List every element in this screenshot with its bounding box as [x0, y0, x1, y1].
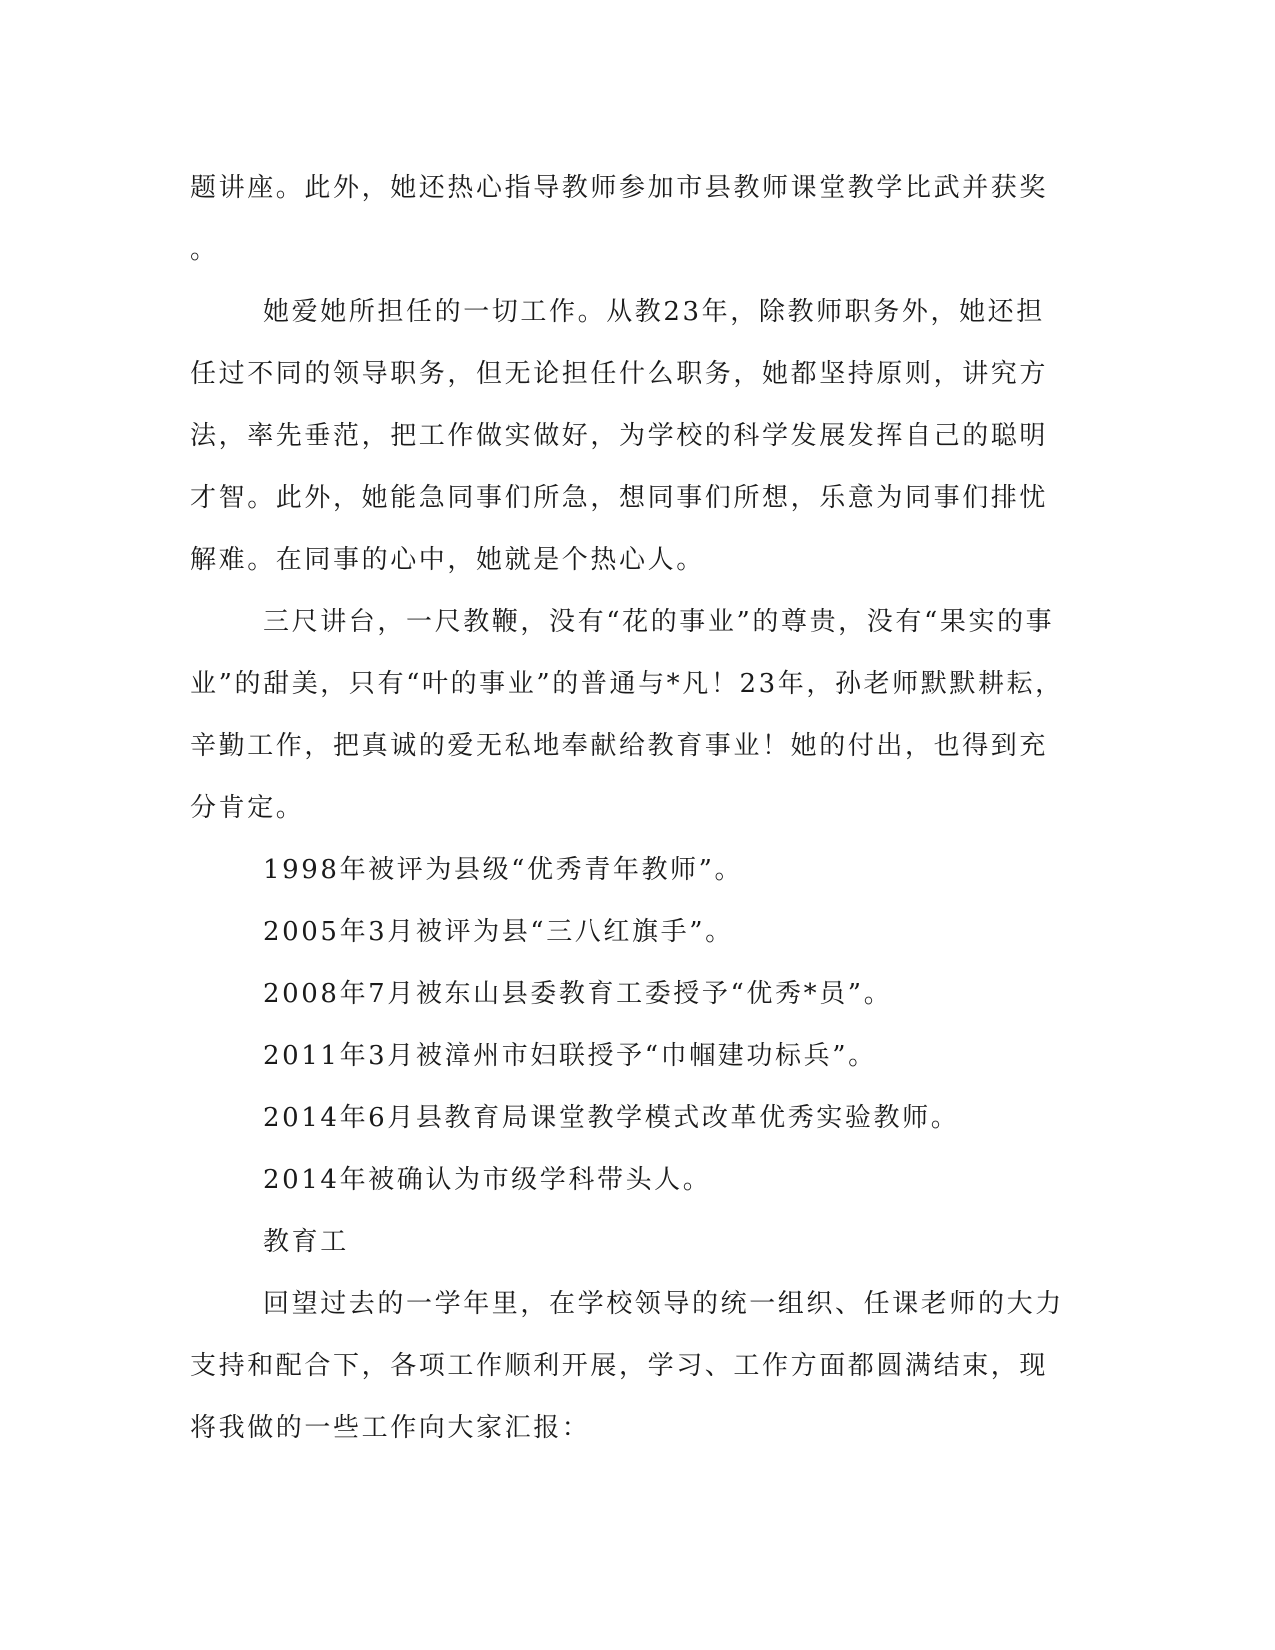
body-text-line: 。: [190, 235, 219, 265]
body-text-line: 才智。此外，她能急同事们所急，想同事们所想，乐意为同事们排忧: [190, 483, 1049, 513]
body-text-line: 三尺讲台，一尺教鞭，没有“花的事业”的尊贵，没有“果实的事: [263, 607, 1055, 637]
body-text-line: 法，率先垂范，把工作做实做好，为学校的科学发展发挥自己的聪明: [190, 421, 1049, 451]
body-text-line: 业”的甜美，只有“叶的事业”的普通与*凡！23年，孙老师默默耕耘，: [190, 669, 1064, 699]
body-text-line: 她爱她所担任的一切工作。从教23年，除教师职务外，她还担: [263, 297, 1045, 327]
body-text-line: 辛勤工作，把真诚的爱无私地奉献给教育事业！她的付出，也得到充: [190, 731, 1049, 761]
award-item: 2011年3月被漳州市妇联授予“巾帼建功标兵”。: [263, 1041, 877, 1071]
award-item: 2014年被确认为市级学科带头人。: [263, 1165, 712, 1195]
section-heading: 教育工: [263, 1227, 349, 1257]
award-item: 2008年7月被东山县委教育工委授予“优秀*员”。: [263, 979, 893, 1009]
document-body: [190, 157, 1095, 1459]
body-text-line: 支持和配合下，各项工作顺利开展，学习、工作方面都圆满结束，现: [190, 1351, 1049, 1381]
award-item: 1998年被评为县级“优秀青年教师”。: [263, 855, 744, 885]
award-item: 2014年6月县教育局课堂教学模式改革优秀实验教师。: [263, 1103, 960, 1133]
body-text-line: 将我做的一些工作向大家汇报：: [190, 1413, 591, 1443]
body-text-line: 任过不同的领导职务，但无论担任什么职务，她都坚持原则，讲究方: [190, 359, 1049, 389]
body-text-line: 分肯定。: [190, 793, 305, 823]
award-item: 2005年3月被评为县“三八红旗手”。: [263, 917, 734, 947]
body-text-line: 回望过去的一学年里，在学校领导的统一组织、任课老师的大力: [263, 1289, 1064, 1319]
body-text-line: 题讲座。此外，她还热心指导教师参加市县教师课堂教学比武并获奖: [190, 173, 1049, 203]
body-text-line: 解难。在同事的心中，她就是个热心人。: [190, 545, 705, 575]
